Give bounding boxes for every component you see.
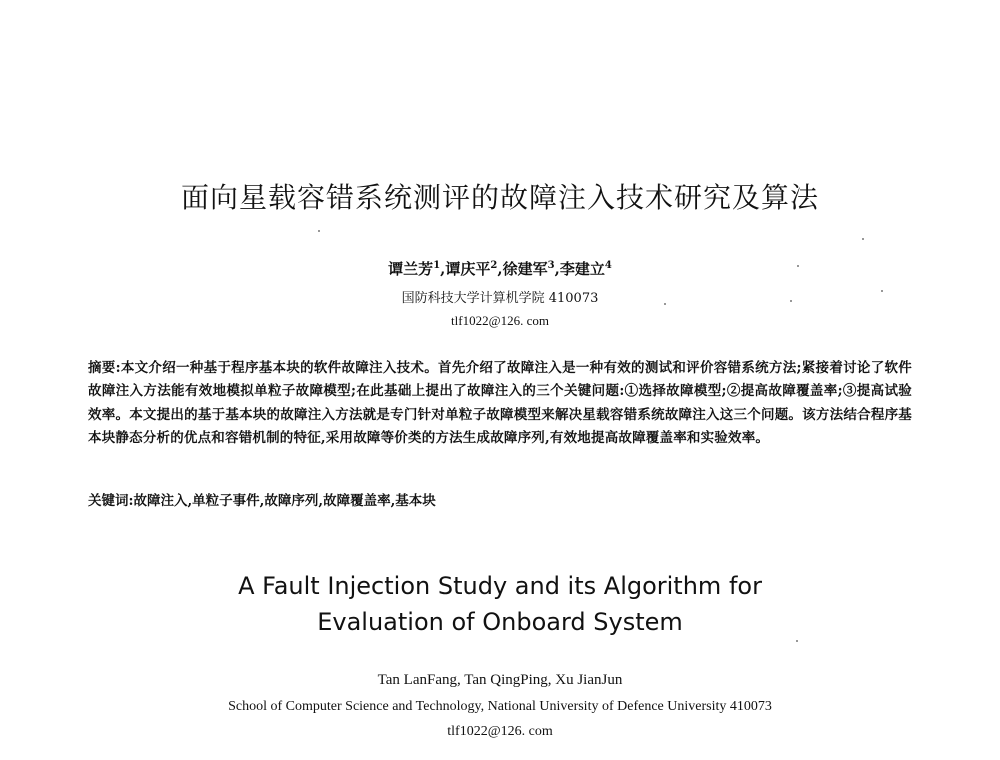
- scan-speck: [790, 300, 792, 302]
- abstract-text: 本文介绍一种基于程序基本块的软件故障注入技术。首先介绍了故障注入是一种有效的测试和评价容错系统方法;紧接着讨论了软件故障注入方法能有效地模拟单粒子故障模型;在此基础上提出了故障注入的三个关键问题:①选择故障模型;②提高故障覆盖率;③提高试验效率。本文提出的基于基本块的故障注入方法就是专门针对单粒子故障模型来解决星载容错系统故障注入这三个问题。该方法结合程序基本块静态分析的优点和容错机制的特征,采用故障等价类的方法生成故障序列,有效地提高故障覆盖率和实验效率。: [88, 360, 912, 446]
- chinese-author-list: [0, 258, 1000, 279]
- author-name: 谭庆平: [445, 260, 491, 278]
- chinese-affiliation: 国防科技大学计算机学院 410073: [401, 291, 599, 306]
- author-affiliation-mark: 4: [604, 260, 612, 271]
- english-title-line-2: Evaluation of Onboard System: [317, 608, 683, 636]
- english-title-line-1: A Fault Injection Study and its Algorithm for: [238, 572, 762, 600]
- english-affiliation: School of Computer Science and Technology, National University of Defence University 410073: [228, 699, 772, 714]
- keywords-label: 关键词:: [88, 493, 134, 509]
- chinese-title: 面向星载容错系统测评的故障注入技术研究及算法: [180, 181, 819, 214]
- author-name: 李建立: [559, 260, 605, 278]
- english-email: tlf1022@126. com: [447, 724, 553, 739]
- chinese-abstract: [88, 357, 912, 450]
- author-affiliation-mark: 2: [490, 260, 498, 271]
- english-title: [0, 568, 1000, 640]
- author-affiliation-mark: 1: [433, 260, 441, 271]
- scan-speck: [881, 290, 883, 292]
- author-separator: ,: [554, 260, 560, 278]
- scan-speck: [664, 303, 666, 305]
- author-affiliation-mark: 3: [547, 260, 555, 271]
- abstract-label: 摘要:: [88, 360, 121, 376]
- author-name: 谭兰芳: [388, 260, 434, 278]
- chinese-keywords: [88, 490, 912, 513]
- english-author-list: Tan LanFang, Tan QingPing, Xu JianJun: [377, 672, 623, 688]
- scan-speck: [862, 238, 864, 240]
- scan-speck: [796, 640, 798, 642]
- keywords-text: 故障注入,单粒子事件,故障序列,故障覆盖率,基本块: [133, 493, 436, 509]
- author-separator: ,: [440, 260, 446, 278]
- chinese-email: tlf1022@126. com: [451, 313, 549, 328]
- author-separator: ,: [497, 260, 503, 278]
- scan-speck: [797, 265, 799, 267]
- scan-speck: [318, 230, 320, 232]
- author-name: 徐建军: [502, 260, 548, 278]
